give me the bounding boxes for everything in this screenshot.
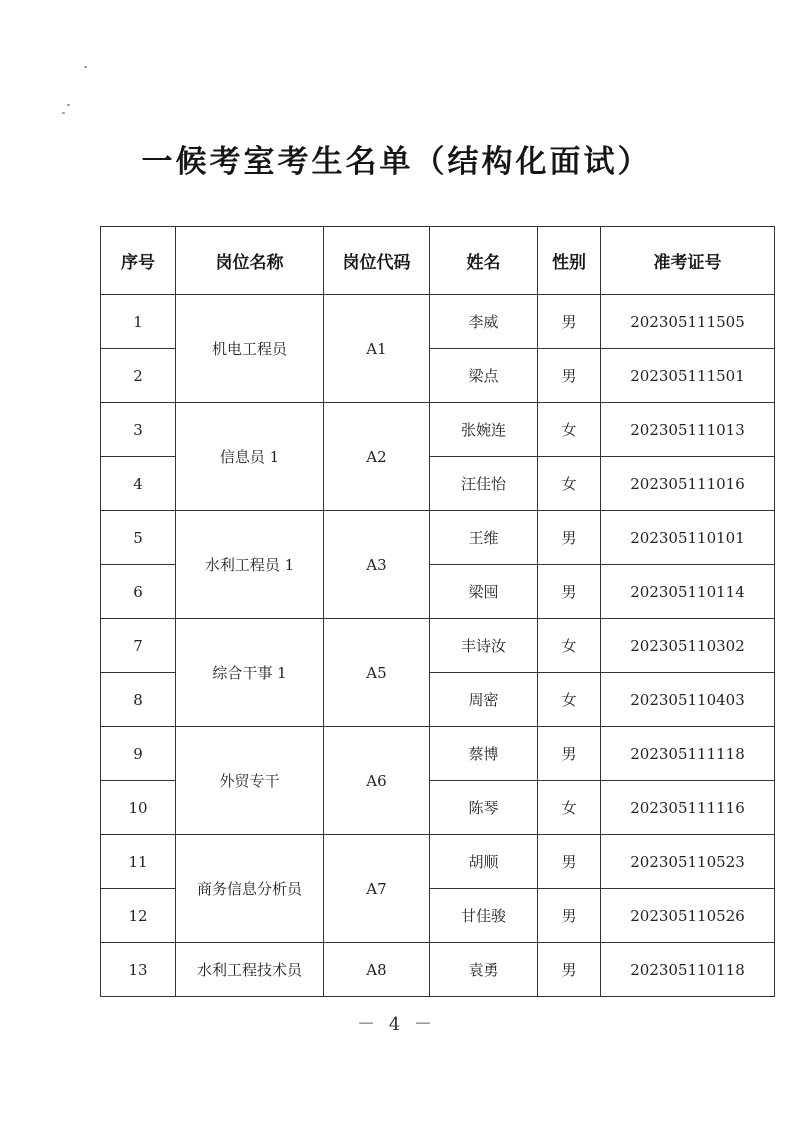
candidate-gender: 男 [538,511,601,565]
position-name: 水利工程员 1 [176,511,324,619]
position-name: 信息员 1 [176,403,324,511]
row-index: 6 [101,565,176,619]
ticket-number: 202305111501 [601,349,775,403]
scan-speck [84,66,87,68]
position-code: A5 [324,619,430,727]
ticket-number: 202305110526 [601,889,775,943]
row-index: 1 [101,295,176,349]
candidate-gender: 男 [538,727,601,781]
table-row [101,727,775,781]
header-gender: 性别 [538,227,601,295]
position-name: 商务信息分析员 [176,835,324,943]
table-header-row [101,227,775,295]
ticket-number: 202305110523 [601,835,775,889]
candidate-gender: 男 [538,295,601,349]
row-index: 3 [101,403,176,457]
ticket-number: 202305111118 [601,727,775,781]
candidate-gender: 男 [538,835,601,889]
table-row [101,619,775,673]
row-index: 10 [101,781,176,835]
scan-speck [62,112,65,114]
candidate-gender: 女 [538,781,601,835]
ticket-number: 202305110101 [601,511,775,565]
position-code: A6 [324,727,430,835]
candidate-name: 周密 [430,673,538,727]
candidate-name: 甘佳骏 [430,889,538,943]
header-ticket-number: 准考证号 [601,227,775,295]
row-index: 13 [101,943,176,997]
page-title: 一候考室考生名单（结构化面试） [141,144,652,180]
candidate-name: 梁点 [430,349,538,403]
position-name: 综合干事 1 [176,619,324,727]
ticket-number: 202305110118 [601,943,775,997]
header-position: 岗位名称 [176,227,324,295]
candidate-name: 汪佳怡 [430,457,538,511]
page-number: － 4 － [357,1014,436,1035]
position-name: 机电工程员 [176,295,324,403]
position-code: A3 [324,511,430,619]
candidate-gender: 男 [538,349,601,403]
candidate-gender: 男 [538,889,601,943]
row-index: 9 [101,727,176,781]
row-index: 4 [101,457,176,511]
position-name: 水利工程技术员 [176,943,324,997]
position-code: A1 [324,295,430,403]
row-index: 11 [101,835,176,889]
table-row [101,835,775,889]
ticket-number: 202305111013 [601,403,775,457]
candidate-gender: 男 [538,943,601,997]
position-name: 外贸专干 [176,727,324,835]
row-index: 2 [101,349,176,403]
row-index: 7 [101,619,176,673]
table-row [101,511,775,565]
candidate-gender: 女 [538,619,601,673]
candidate-table [100,226,775,997]
candidate-name: 王维 [430,511,538,565]
table-row [101,403,775,457]
ticket-number: 202305110302 [601,619,775,673]
position-code: A8 [324,943,430,997]
scan-speck [67,104,70,106]
candidate-gender: 女 [538,673,601,727]
ticket-number: 202305111505 [601,295,775,349]
position-code: A7 [324,835,430,943]
candidate-gender: 女 [538,403,601,457]
ticket-number: 202305111116 [601,781,775,835]
candidate-gender: 男 [538,565,601,619]
header-index: 序号 [101,227,176,295]
candidate-name: 丰诗汝 [430,619,538,673]
position-code: A2 [324,403,430,511]
candidate-gender: 女 [538,457,601,511]
candidate-name: 张婉连 [430,403,538,457]
row-index: 8 [101,673,176,727]
row-index: 12 [101,889,176,943]
candidate-name: 李威 [430,295,538,349]
candidate-name: 蔡博 [430,727,538,781]
ticket-number: 202305111016 [601,457,775,511]
table-row [101,295,775,349]
candidate-name: 胡顺 [430,835,538,889]
ticket-number: 202305110114 [601,565,775,619]
candidate-name: 陈琴 [430,781,538,835]
row-index: 5 [101,511,176,565]
candidate-name: 梁囤 [430,565,538,619]
table-row [101,943,775,997]
candidate-name: 袁勇 [430,943,538,997]
header-position-code: 岗位代码 [324,227,430,295]
header-name: 姓名 [430,227,538,295]
ticket-number: 202305110403 [601,673,775,727]
